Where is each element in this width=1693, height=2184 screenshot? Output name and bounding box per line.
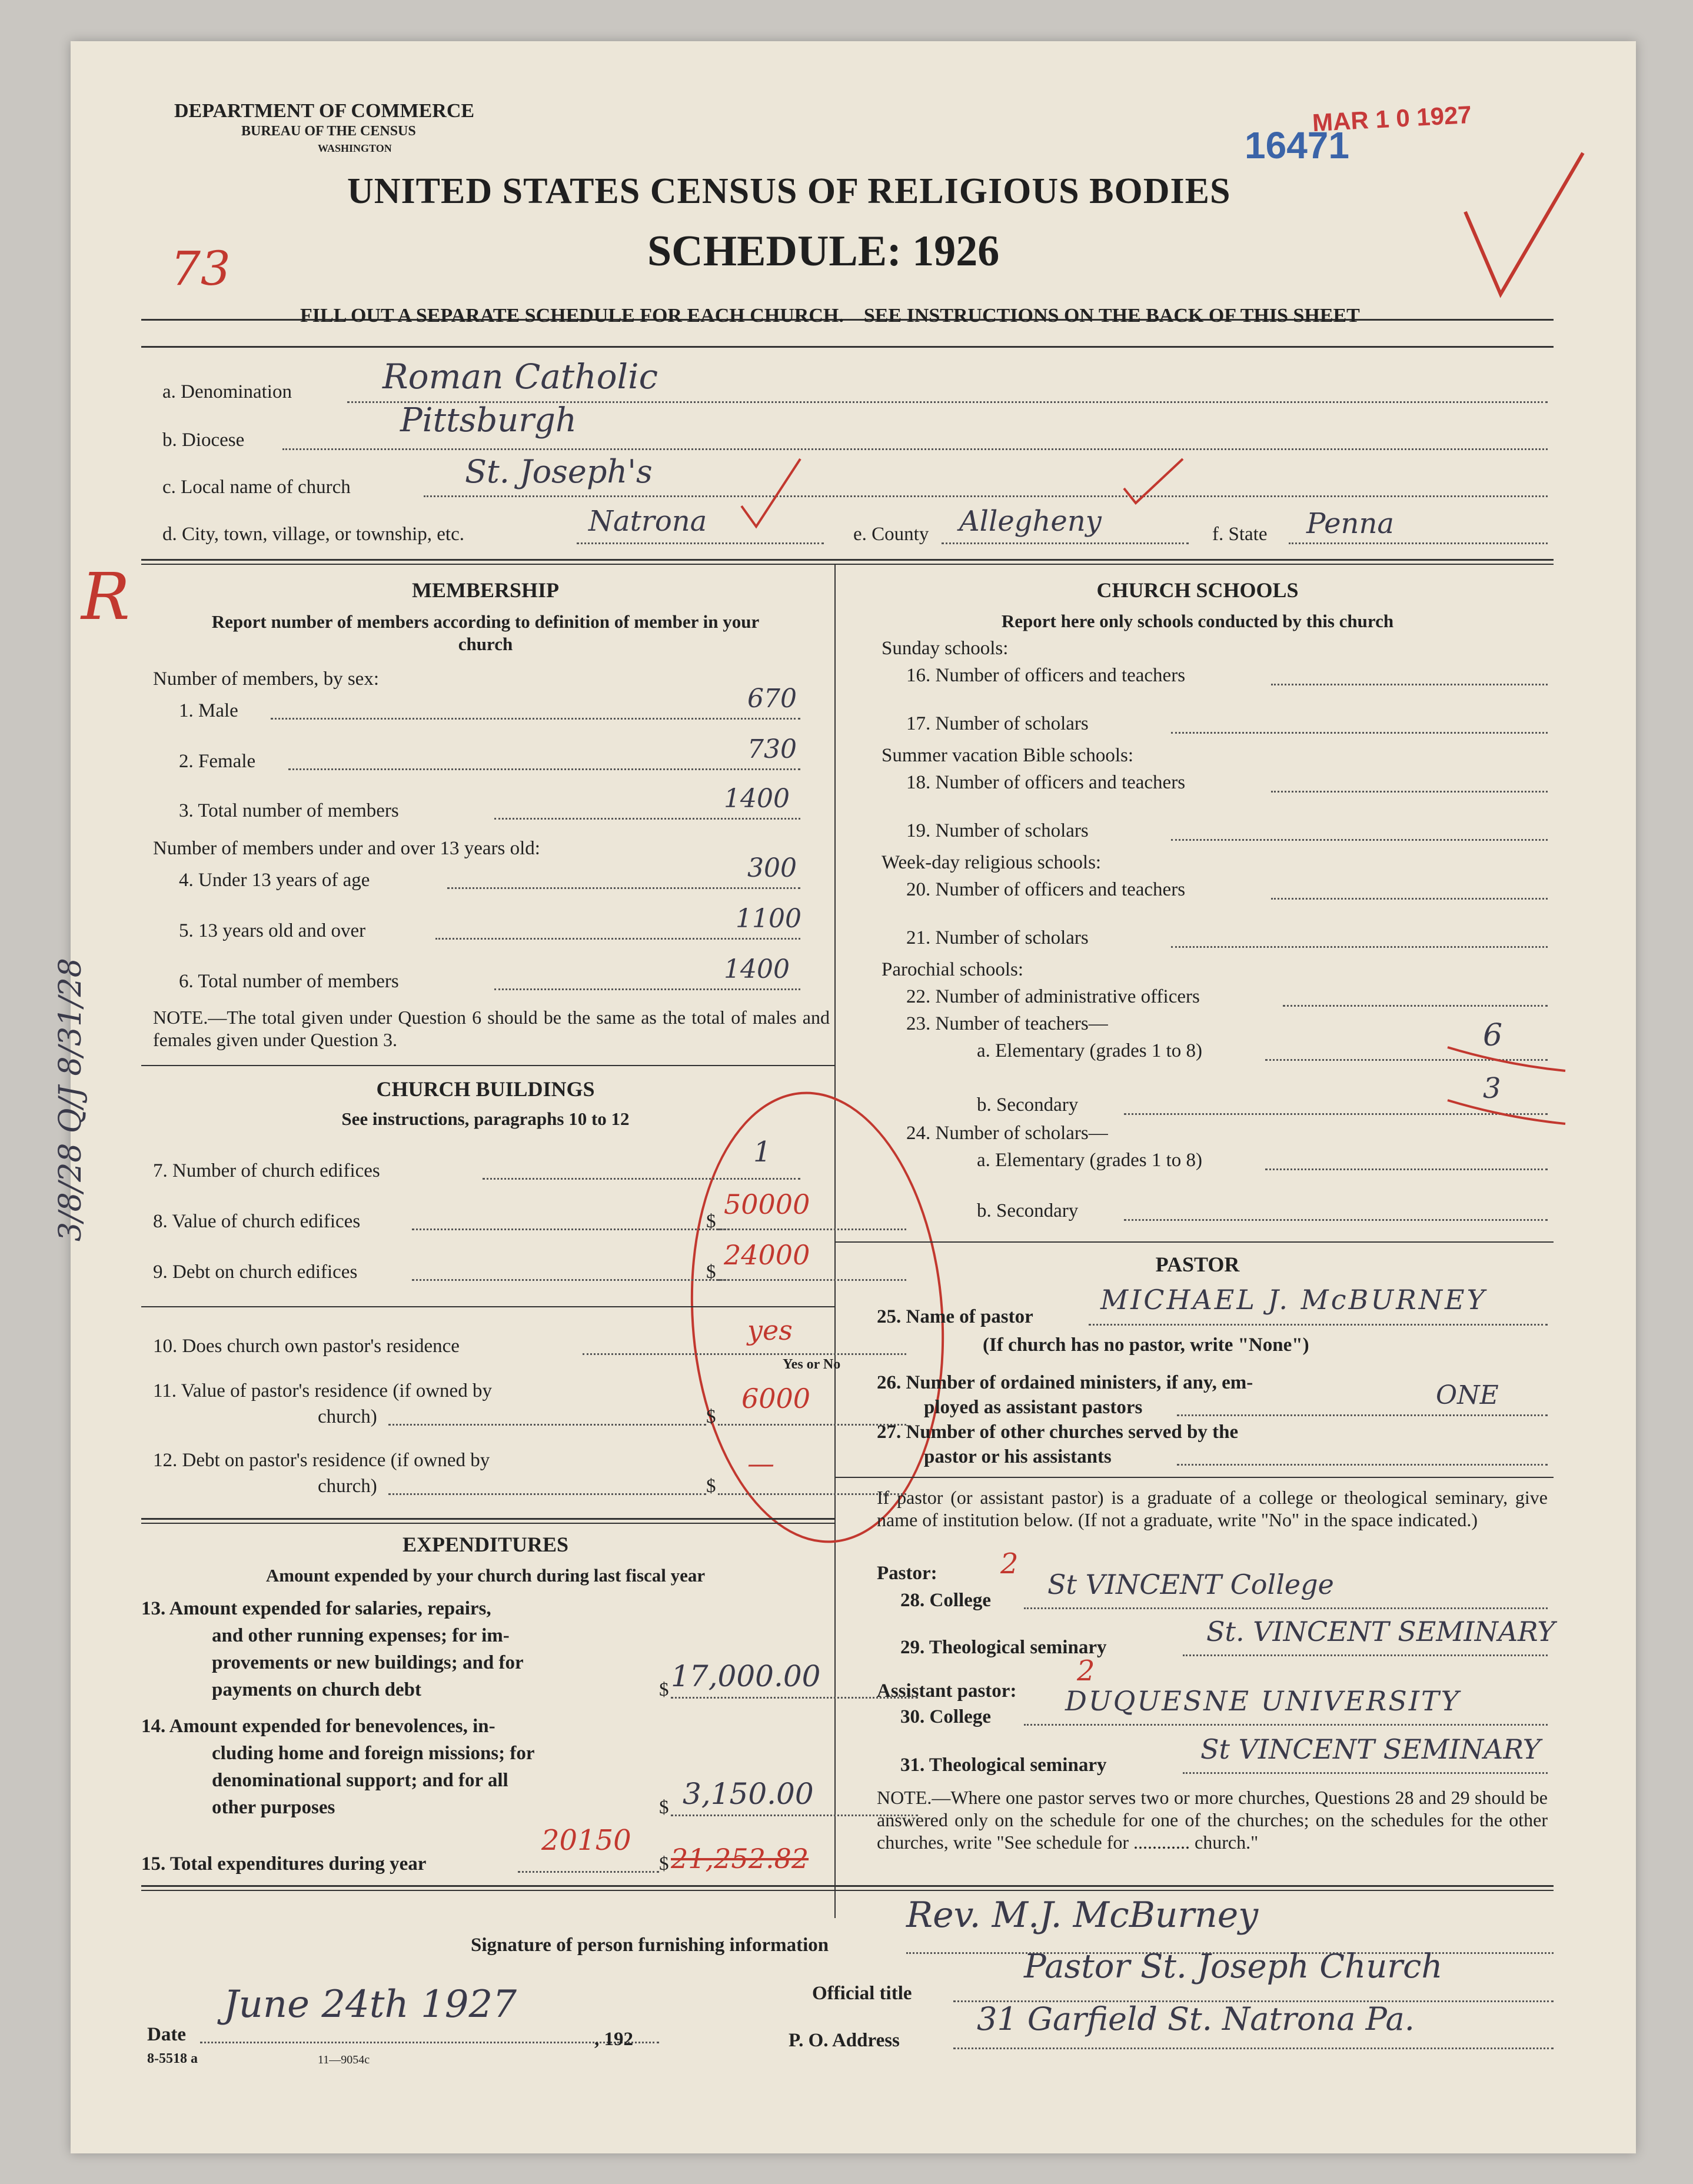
q20-label: 20. Number of officers and teachers bbox=[906, 879, 1186, 900]
q7-value: 1 bbox=[753, 1136, 771, 1168]
q18-label: 18. Number of officers and teachers bbox=[906, 772, 1186, 793]
q21-label: 21. Number of scholars bbox=[906, 927, 1089, 948]
q8-value: 50000 bbox=[724, 1188, 810, 1220]
dollar-sign: $ bbox=[706, 1211, 716, 1232]
date-label: Date bbox=[147, 2024, 186, 2045]
q27-label-cont: pastor or his assistants bbox=[924, 1446, 1112, 1467]
bureau-line: BUREAU OF THE CENSUS bbox=[241, 124, 416, 139]
q2-label: 2. Female bbox=[179, 751, 256, 772]
dollar-sign: $ bbox=[706, 1476, 716, 1497]
form-title: UNITED STATES CENSUS OF RELIGIOUS BODIES bbox=[347, 171, 1231, 211]
expenditures-heading: EXPENDITURES bbox=[402, 1533, 569, 1556]
dollar-sign: $ bbox=[706, 1406, 716, 1427]
parochial-schools-label: Parochial schools: bbox=[882, 959, 1024, 980]
q6-value: 1400 bbox=[724, 954, 790, 984]
summer-schools-label: Summer vacation Bible schools: bbox=[882, 745, 1134, 766]
graduate-note: If pastor (or assistant pastor) is a graduate of a college or theological seminary, give name of institution below. (If not a graduate, write "No" in the space indicated.) bbox=[877, 1487, 1548, 1530]
q28-label: 28. College bbox=[900, 1590, 991, 1611]
membership-note: NOTE.—The total given under Question 6 should be the same as the total of males and females given under Question 3. bbox=[153, 1007, 830, 1050]
q14-line-2: cluding home and foreign missions; for bbox=[212, 1743, 535, 1764]
q1-value: 670 bbox=[747, 684, 797, 714]
q29-value: St. VINCENT SEMINARY bbox=[1206, 1616, 1555, 1647]
diocese-value: Pittsburgh bbox=[400, 401, 577, 440]
city-label: d. City, town, village, or township, etc. bbox=[162, 524, 464, 545]
handwritten-number-73: 73 bbox=[171, 241, 231, 296]
q22-label: 22. Number of administrative officers bbox=[906, 986, 1200, 1007]
q13-line-3: provements or new buildings; and for bbox=[212, 1652, 524, 1673]
state-value: Penna bbox=[1306, 507, 1394, 540]
q13-line-4: payments on church debt bbox=[212, 1679, 422, 1700]
q24b-label: b. Secondary bbox=[977, 1200, 1079, 1221]
county-label: e. County bbox=[853, 524, 929, 545]
q3-value: 1400 bbox=[724, 784, 790, 814]
q23-label: 23. Number of teachers— bbox=[906, 1013, 1108, 1034]
city-line: WASHINGTON bbox=[318, 142, 392, 154]
schedule-title: SCHEDULE: 1926 bbox=[647, 227, 1000, 275]
state-label: f. State bbox=[1212, 524, 1268, 545]
q29-label: 29. Theological seminary bbox=[900, 1637, 1107, 1658]
q7-label: 7. Number of church edifices bbox=[153, 1160, 380, 1181]
dollar-sign: $ bbox=[659, 1679, 669, 1700]
q4-value: 300 bbox=[747, 853, 797, 883]
q26-value: ONE bbox=[1436, 1380, 1499, 1410]
q15-label: 15. Total expenditures during year bbox=[141, 1853, 427, 1875]
q6-label: 6. Total number of members bbox=[179, 971, 399, 992]
denomination-value: Roman Catholic bbox=[382, 357, 658, 397]
department-line: DEPARTMENT OF COMMERCE bbox=[174, 100, 475, 122]
q23a-value: 6 bbox=[1483, 1018, 1503, 1053]
pastor-heading: PASTOR bbox=[1155, 1253, 1240, 1276]
q17-label: 17. Number of scholars bbox=[906, 713, 1089, 734]
q12-value: — bbox=[747, 1447, 774, 1479]
q11-label-cont: church) bbox=[318, 1406, 377, 1427]
q23b-label: b. Secondary bbox=[977, 1094, 1079, 1116]
received-date-stamp: MAR 1 0 1927 bbox=[1311, 100, 1472, 137]
q26-label: 26. Number of ordained ministers, if any, em- bbox=[877, 1372, 1253, 1393]
pastor-final-note: NOTE.—Where one pastor serves two or more churches, Questions 28 and 29 should be answered only on the schedule for one of the churches; on the schedules for the other churches, write "See schedule for ............ church." bbox=[877, 1787, 1548, 1853]
q5-value: 1100 bbox=[736, 904, 801, 934]
q14-line-1: 14. Amount expended for benevolences, in- bbox=[141, 1716, 495, 1737]
q19-label: 19. Number of scholars bbox=[906, 820, 1089, 841]
mark-2-assistant: 2 bbox=[1077, 1654, 1095, 1687]
denomination-label: a. Denomination bbox=[162, 381, 292, 402]
q16-label: 16. Number of officers and teachers bbox=[906, 665, 1186, 686]
dollar-sign: $ bbox=[659, 1797, 669, 1818]
q25-label: 25. Name of pastor bbox=[877, 1306, 1033, 1327]
q12-label-cont: church) bbox=[318, 1476, 377, 1497]
year-suffix: , 192 bbox=[594, 2029, 633, 2050]
q2-value: 730 bbox=[747, 734, 797, 764]
diocese-label: b. Diocese bbox=[162, 430, 245, 451]
q11-label: 11. Value of pastor's residence (if owned by bbox=[153, 1380, 492, 1401]
official-title-value: Pastor St. Joseph Church bbox=[1024, 1947, 1443, 1986]
q25-note: (If church has no pastor, write "None") bbox=[983, 1334, 1309, 1356]
q14-line-3: denominational support; and for all bbox=[212, 1770, 508, 1791]
dollar-sign: $ bbox=[659, 1853, 669, 1875]
pastor-subheading: Pastor: bbox=[877, 1563, 937, 1584]
signature-label: Signature of person furnishing information bbox=[471, 1935, 829, 1956]
q24a-label: a. Elementary (grades 1 to 8) bbox=[977, 1150, 1203, 1171]
q11-value: 6000 bbox=[741, 1383, 811, 1414]
q28-value: St VINCENT College bbox=[1047, 1569, 1334, 1600]
q1-label: 1. Male bbox=[179, 700, 238, 721]
q31-value: St VINCENT SEMINARY bbox=[1200, 1733, 1541, 1765]
handwritten-r-mark: R bbox=[81, 559, 130, 634]
side-annotation: 3/8/28 Q/J 8/31/28 bbox=[53, 958, 88, 1241]
q4-label: 4. Under 13 years of age bbox=[179, 870, 370, 891]
membership-intro: Report number of members according to definition of member in your church bbox=[211, 611, 760, 654]
form-number: 8-5518 a bbox=[147, 2051, 198, 2066]
q8-label: 8. Value of church edifices bbox=[153, 1211, 361, 1232]
mark-2-pastor: 2 bbox=[1000, 1547, 1019, 1580]
q24-label: 24. Number of scholars— bbox=[906, 1123, 1108, 1144]
check-mark-icon bbox=[736, 453, 806, 535]
q25-value: MICHAEL J. McBURNEY bbox=[1100, 1284, 1487, 1316]
q14-value: 3,150.00 bbox=[683, 1777, 814, 1811]
local-name-value: St. Joseph's bbox=[465, 453, 653, 490]
city-value: Natrona bbox=[588, 505, 707, 538]
sunday-schools-label: Sunday schools: bbox=[882, 638, 1009, 659]
q15-correction: 20150 bbox=[541, 1824, 631, 1857]
local-name-label: c. Local name of church bbox=[162, 477, 351, 498]
date-value: June 24th 1927 bbox=[224, 1983, 517, 2026]
po-address-value: 31 Garfield St. Natrona Pa. bbox=[977, 2000, 1415, 2037]
print-number: 11—9054c bbox=[318, 2053, 370, 2066]
dollar-sign: $ bbox=[706, 1261, 716, 1283]
membership-heading: MEMBERSHIP bbox=[411, 578, 559, 602]
county-value: Allegheny bbox=[959, 505, 1102, 538]
q10-label: 10. Does church own pastor's residence bbox=[153, 1336, 460, 1357]
po-address-label: P. O. Address bbox=[789, 2030, 900, 2051]
q14-line-4: other purposes bbox=[212, 1797, 335, 1818]
schools-heading: CHURCH SCHOOLS bbox=[1096, 578, 1299, 602]
check-mark-icon bbox=[1118, 453, 1189, 512]
schools-intro: Report here only schools conducted by this church bbox=[1001, 611, 1394, 631]
census-form-sheet bbox=[53, 41, 1636, 2153]
members-by-age-label: Number of members under and over 13 years old: bbox=[153, 838, 540, 859]
q9-value: 24000 bbox=[724, 1239, 810, 1271]
buildings-intro: See instructions, paragraphs 10 to 12 bbox=[341, 1108, 630, 1129]
signature-value: Rev. M.J. McBurney bbox=[906, 1895, 1259, 1936]
q13-line-2: and other running expenses; for im- bbox=[212, 1625, 510, 1646]
buildings-heading: CHURCH BUILDINGS bbox=[376, 1077, 595, 1101]
q13-value: 17,000.00 bbox=[671, 1659, 821, 1693]
q9-label: 9. Debt on church edifices bbox=[153, 1261, 358, 1283]
q10-value: yes bbox=[747, 1314, 793, 1346]
file-number-stamp: 16471 bbox=[1245, 124, 1349, 167]
expenditures-intro: Amount expended by your church during last fiscal year bbox=[265, 1565, 706, 1586]
q3-label: 3. Total number of members bbox=[179, 800, 399, 821]
q13-line-1: 13. Amount expended for salaries, repairs, bbox=[141, 1598, 491, 1619]
q12-label: 12. Debt on pastor's residence (if owned by bbox=[153, 1450, 490, 1471]
q31-label: 31. Theological seminary bbox=[900, 1754, 1107, 1776]
q26-label-cont: ployed as assistant pastors bbox=[924, 1397, 1143, 1418]
instruction-banner: FILL OUT A SEPARATE SCHEDULE FOR EACH CHURCH. SEE INSTRUCTIONS ON THE BACK OF THIS SHEET bbox=[300, 305, 1360, 327]
q5-label: 5. 13 years old and over bbox=[179, 920, 366, 941]
q23b-value: 3 bbox=[1483, 1072, 1501, 1105]
q30-value: DUQUESNE UNIVERSITY bbox=[1065, 1685, 1461, 1717]
q27-label: 27. Number of other churches served by the bbox=[877, 1421, 1239, 1443]
strike-mark-icon bbox=[1442, 1030, 1571, 1136]
assistant-pastor-subheading: Assistant pastor: bbox=[877, 1680, 1017, 1702]
q23a-label: a. Elementary (grades 1 to 8) bbox=[977, 1040, 1203, 1061]
check-mark-icon bbox=[1453, 141, 1595, 318]
official-title-label: Official title bbox=[812, 1983, 912, 2004]
members-by-sex-label: Number of members, by sex: bbox=[153, 668, 379, 690]
yes-or-no-hint: Yes or No bbox=[783, 1357, 841, 1372]
q15-value: 21,252.82 bbox=[671, 1843, 809, 1875]
weekday-schools-label: Week-day religious schools: bbox=[882, 852, 1102, 873]
q30-label: 30. College bbox=[900, 1706, 991, 1727]
